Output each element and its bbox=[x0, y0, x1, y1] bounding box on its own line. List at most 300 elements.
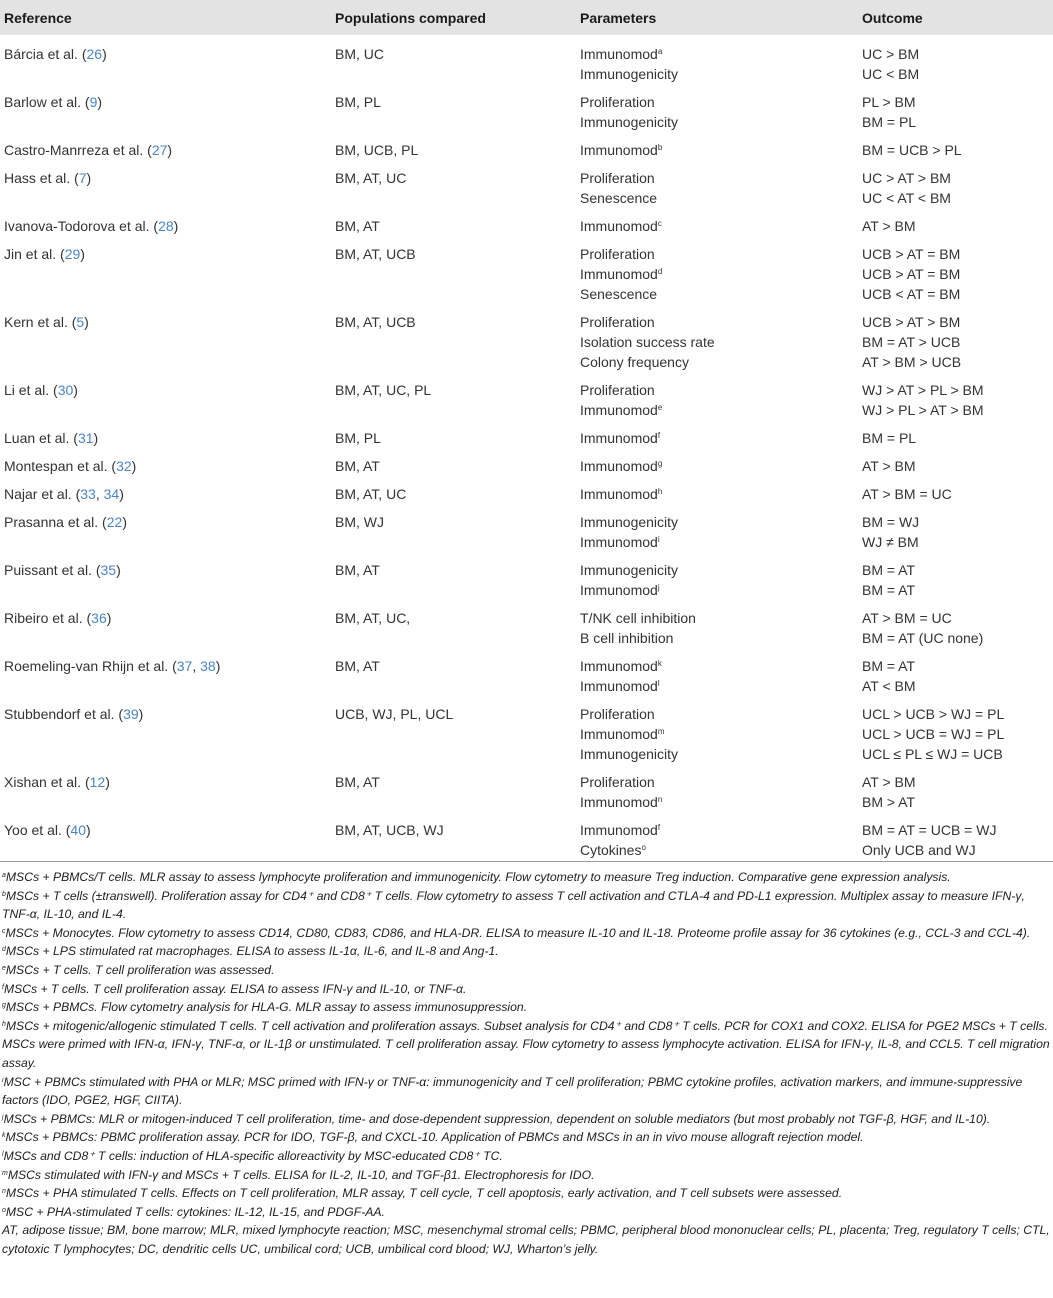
parameter-line bbox=[580, 64, 678, 84]
parameters-cell bbox=[580, 704, 678, 764]
footnote-text: MSCs + mitogenic/allogenic stimulated T cells. T cell activation and proliferation assays. Subset analysis for CD4⁺ and CD8⁺ T cells. PCR for COX1 and COX2. ELISA for PGE2 MSCs + T cells. MSCs were primed with IFN-α, IFN-γ, TNF-α, or IL-1β or unstimulated. T cell proliferation assay. Flow cytometry to assess lymphocyte activation. ELISA for IFN-γ, IL-8, and CCL5. T cell migration assay. bbox=[2, 1018, 1050, 1070]
outcome-line: AT > BM bbox=[862, 218, 916, 234]
parameter-line bbox=[580, 656, 662, 676]
reference-name: Puissant et al. ( bbox=[4, 562, 101, 578]
footnote bbox=[2, 1147, 1050, 1166]
parameter-line bbox=[580, 772, 662, 792]
populations-cell: BM, PL bbox=[335, 430, 381, 446]
outcome-line: UC < AT < BM bbox=[862, 190, 951, 206]
footnote-text: MSCs + T cells (±transwell). Proliferation assay for CD4⁺ and CD8⁺ T cells. Flow cytometry to assess T cell activation and CTLA-4 and PD-L1 expression. Multiplex assay to measure IFN-γ, TNF-α, IL-10, and IL-4. bbox=[2, 888, 1025, 922]
header-parameters: Parameters bbox=[580, 10, 657, 26]
reference-cell: Najar et al. (33, 34) bbox=[4, 486, 124, 502]
reference-close: ) bbox=[86, 170, 92, 186]
reference-close: ) bbox=[167, 142, 173, 158]
reference-cell bbox=[4, 216, 178, 236]
parameter-label: Immunomod bbox=[580, 46, 658, 62]
reference-cell bbox=[4, 428, 98, 448]
parameter-line bbox=[580, 792, 662, 812]
footnote-text: MSC + PBMCs stimulated with PHA or MLR; MSC primed with IFN-γ or TNF-α: immunogenicity and T cell proliferation; PBMC cytokine profiles, activation markers, and immune-suppressive factors (IDO, PGE2, HGF, CIITA). bbox=[2, 1074, 1023, 1108]
outcome-line: UCL > UCB = WJ = PL bbox=[862, 726, 1005, 742]
citation-link[interactable]: 36 bbox=[91, 610, 107, 626]
footnote-marker: l bbox=[2, 1150, 4, 1158]
footnote bbox=[2, 1073, 1050, 1110]
parameter-label: Immunogenicity bbox=[580, 746, 679, 762]
footnote-text: MSCs + LPS stimulated rat macrophages. ELISA to assess IL-1α, IL-6, and IL-8 and Ang-1. bbox=[5, 944, 499, 959]
parameter-line bbox=[580, 112, 678, 132]
reference-name: Najar et al. ( bbox=[4, 486, 81, 502]
parameter-label: B cell inhibition bbox=[580, 630, 674, 646]
outcome-line: UC > BM bbox=[862, 46, 920, 62]
parameter-line bbox=[580, 744, 678, 764]
outcome-line: BM = UCB > PL bbox=[862, 142, 962, 158]
footnote-marker: c bbox=[657, 219, 662, 228]
parameter-label: Immunomod bbox=[580, 266, 658, 282]
parameter-label: Proliferation bbox=[580, 314, 655, 330]
populations-cell: BM, AT, UC, bbox=[335, 610, 411, 626]
reference-close: ) bbox=[215, 658, 221, 674]
populations-cell: BM, AT, UCB bbox=[335, 246, 416, 262]
parameter-label: Immunogenicity bbox=[580, 514, 679, 530]
footnote bbox=[2, 1184, 1050, 1203]
reference-cell bbox=[4, 140, 172, 160]
parameter-line bbox=[580, 628, 696, 648]
outcome-cell bbox=[862, 704, 1004, 764]
citation-link[interactable]: 26 bbox=[86, 46, 103, 62]
outcome-line: UC < BM bbox=[862, 66, 920, 82]
reference-cell bbox=[4, 380, 78, 400]
citation-link[interactable]: 7 bbox=[78, 170, 87, 186]
reference-cell bbox=[4, 512, 127, 532]
populations-cell: BM, WJ bbox=[335, 514, 384, 530]
parameter-line bbox=[580, 608, 696, 628]
footnote-marker: a bbox=[2, 872, 6, 879]
outcome-line: BM = AT bbox=[862, 582, 916, 598]
footnote-marker: m bbox=[2, 1169, 8, 1177]
parameter-label: Immunogenicity bbox=[580, 114, 679, 130]
parameter-label: T/NK cell inhibition bbox=[580, 610, 696, 626]
parameter-label: Immunogenicity bbox=[580, 562, 679, 578]
parameter-line bbox=[580, 44, 678, 64]
table-bottom-rule bbox=[0, 861, 1053, 862]
reference-close: ) bbox=[116, 562, 121, 578]
footnote-marker: i bbox=[2, 1076, 4, 1084]
outcome-cell bbox=[862, 380, 984, 420]
reference-name: Hass et al. ( bbox=[4, 170, 79, 186]
parameter-line bbox=[580, 216, 662, 236]
outcome-line: AT > BM bbox=[862, 774, 916, 790]
reference-cell bbox=[4, 772, 110, 792]
footnote-marker: o bbox=[2, 1206, 6, 1214]
parameter-line bbox=[580, 704, 678, 724]
parameter-line bbox=[580, 580, 678, 600]
footnotes bbox=[2, 868, 1050, 1258]
reference-name: Luan et al. ( bbox=[4, 430, 78, 446]
populations-cell: BM, AT bbox=[335, 658, 380, 674]
parameter-line bbox=[580, 560, 678, 580]
footnote-marker: n bbox=[657, 795, 663, 804]
footnote-marker: h bbox=[2, 1020, 6, 1028]
outcome-line: UC > AT > BM bbox=[862, 170, 951, 186]
outcome-line: AT > BM = UC bbox=[862, 486, 952, 502]
parameter-line bbox=[580, 428, 660, 448]
reference-name: Ivanova-Todorova et al. ( bbox=[4, 218, 159, 234]
parameter-line bbox=[580, 352, 715, 372]
reference-name: Roemeling-van Rhijn et al. ( bbox=[4, 658, 177, 674]
outcome-cell bbox=[862, 820, 996, 860]
footnote bbox=[2, 961, 1050, 980]
citation-link[interactable]: 22 bbox=[106, 514, 123, 530]
reference-close: ) bbox=[119, 486, 124, 502]
parameter-line bbox=[580, 188, 657, 208]
footnote-text: MSCs + T cells. T cell proliferation assay. ELISA to assess IFN-γ and IL-10, or TNF-α. bbox=[3, 981, 467, 996]
footnote bbox=[2, 924, 1050, 943]
parameter-label: Immunomod bbox=[580, 678, 658, 694]
populations-cell: BM, AT, UC bbox=[335, 170, 407, 186]
reference-close: ) bbox=[131, 458, 137, 474]
parameters-cell bbox=[580, 456, 662, 476]
populations-cell: BM, UC bbox=[335, 46, 384, 62]
parameter-line bbox=[580, 512, 678, 532]
outcome-line: UCL ≤ PL ≤ WJ = UCB bbox=[862, 746, 1003, 762]
citation-link[interactable]: 37 bbox=[176, 658, 193, 674]
header-populations: Populations compared bbox=[335, 10, 486, 26]
footnote bbox=[2, 1110, 1050, 1129]
parameter-line bbox=[580, 380, 662, 400]
outcome-line: BM = WJ bbox=[862, 514, 920, 530]
reference-name: Jin et al. ( bbox=[4, 246, 65, 262]
citation-link[interactable]: 40 bbox=[70, 822, 86, 838]
reference-name: Castro-Manrreza et al. ( bbox=[4, 142, 152, 158]
populations-cell: BM, AT bbox=[335, 774, 380, 790]
outcome-line: AT < BM bbox=[862, 678, 916, 694]
reference-close: ) bbox=[138, 706, 144, 722]
outcome-line: UCB > AT = BM bbox=[862, 266, 961, 282]
parameter-label: Immunomod bbox=[580, 534, 658, 550]
citation-link[interactable]: 39 bbox=[123, 706, 139, 722]
reference-name: Barlow et al. ( bbox=[4, 94, 90, 110]
footnote-text: MSCs + PBMCs: MLR or mitogen-induced T cell proliferation, time- and dose-dependent suppression, dependent on soluble mediators (but most probably not TGF-β, HGF, and IL-10). bbox=[3, 1111, 991, 1126]
parameter-label: Proliferation bbox=[580, 246, 655, 262]
parameters-cell bbox=[580, 608, 696, 648]
reference-close: ) bbox=[93, 430, 99, 446]
parameters-cell bbox=[580, 428, 660, 448]
outcome-cell bbox=[862, 216, 916, 236]
reference-close: ) bbox=[105, 774, 110, 790]
parameter-line bbox=[580, 264, 662, 284]
parameter-line bbox=[580, 244, 662, 264]
parameters-cell bbox=[580, 312, 715, 372]
parameter-label: Immunogenicity bbox=[580, 66, 679, 82]
footnote-marker: g bbox=[2, 1002, 6, 1010]
parameter-line bbox=[580, 724, 678, 744]
parameters-cell bbox=[580, 656, 662, 696]
citation-link[interactable]: 29 bbox=[64, 246, 81, 262]
reference-cell bbox=[4, 456, 136, 476]
populations-cell: BM, AT, UC bbox=[335, 486, 407, 502]
reference-name: Kern et al. ( bbox=[4, 314, 77, 330]
parameter-label: Senescence bbox=[580, 190, 658, 206]
footnote-text: MSCs + PHA stimulated T cells. Effects on T cell proliferation, MLR assay, T cell cycle, T cell apoptosis, early activation, and T cell subsets were assessed. bbox=[5, 1186, 843, 1201]
outcome-cell bbox=[862, 772, 916, 812]
reference-cell bbox=[4, 44, 107, 64]
reference-close: ) bbox=[73, 382, 78, 398]
outcome-cell bbox=[862, 244, 960, 304]
parameter-line bbox=[580, 532, 678, 552]
footnote-marker: o bbox=[641, 843, 646, 852]
outcome-line: Only UCB and WJ bbox=[862, 842, 976, 858]
outcome-cell bbox=[862, 44, 919, 84]
outcome-line: AT > BM > UCB bbox=[862, 354, 962, 370]
outcome-line: UCB > AT = BM bbox=[862, 246, 961, 262]
footnote bbox=[2, 887, 1050, 924]
parameter-label: Proliferation bbox=[580, 774, 655, 790]
reference-cell: Roemeling-van Rhijn et al. (37, 38) bbox=[4, 658, 221, 674]
reference-name: Li et al. ( bbox=[4, 382, 58, 398]
footnote bbox=[2, 998, 1050, 1017]
reference-cell bbox=[4, 244, 85, 264]
parameter-line bbox=[580, 676, 662, 696]
outcome-line: AT > BM = UC bbox=[862, 610, 952, 626]
outcome-cell bbox=[862, 512, 919, 552]
footnote bbox=[2, 942, 1050, 961]
header-outcome: Outcome bbox=[862, 10, 923, 26]
populations-cell: BM, AT bbox=[335, 562, 380, 578]
outcome-line: BM = AT (UC none) bbox=[862, 630, 984, 646]
outcome-line: UCB < AT = BM bbox=[862, 286, 961, 302]
footnote-marker: g bbox=[657, 459, 663, 468]
footnote-marker: d bbox=[657, 267, 663, 276]
footnote-marker: l bbox=[657, 679, 660, 688]
footnote bbox=[2, 1221, 1050, 1258]
header-reference: Reference bbox=[4, 10, 72, 26]
reference-name: Ribeiro et al. ( bbox=[4, 610, 92, 626]
parameter-line bbox=[580, 168, 657, 188]
footnote bbox=[2, 1203, 1050, 1222]
parameters-cell bbox=[580, 140, 662, 160]
reference-close: ) bbox=[122, 514, 127, 530]
parameter-label: Senescence bbox=[580, 286, 658, 302]
outcome-line: WJ ≠ BM bbox=[862, 534, 919, 550]
reference-cell bbox=[4, 168, 91, 188]
outcome-line: UCL > UCB > WJ = PL bbox=[862, 706, 1005, 722]
footnote-marker: k bbox=[2, 1132, 6, 1140]
footnote-text: MSC + PHA-stimulated T cells: cytokines: IL-12, IL-15, and PDGF-AA. bbox=[5, 1204, 385, 1219]
citation-link[interactable]: 30 bbox=[57, 382, 74, 398]
parameters-cell bbox=[580, 512, 678, 552]
citation-link[interactable]: 5 bbox=[76, 314, 85, 330]
outcome-cell bbox=[862, 92, 916, 132]
footnote-text: AT, adipose tissue; BM, bone marrow; MLR, mixed lymphocyte reaction; MSC, mesenchymal stromal cells; PBMC, peripheral blood mononuclear cells; PL, placenta; Treg, regulatory T cells; CTL, cytotoxic T lymphocytes; DC, dendritic cells UC, umbilical cord; UCB, umbilical cord blood; WJ, Wharton’s jelly. bbox=[2, 1223, 1050, 1256]
parameter-label: Colony frequency bbox=[580, 354, 689, 370]
footnote bbox=[2, 980, 1050, 999]
parameters-cell bbox=[580, 772, 662, 812]
footnote bbox=[2, 1017, 1050, 1073]
parameter-label: Immunomod bbox=[580, 458, 658, 474]
populations-cell: BM, AT, UCB bbox=[335, 314, 416, 330]
outcome-line: PL > BM bbox=[862, 94, 916, 110]
footnote-marker: f bbox=[657, 823, 661, 832]
parameter-label: Immunomod bbox=[580, 142, 658, 158]
parameter-label: Cytokines bbox=[580, 842, 642, 858]
footnote-text: MSCs + PBMCs/T cells. MLR assay to assess lymphocyte proliferation and immunogenicity. Flow cytometry to measure Treg induction. Comparative gene expression analysis. bbox=[5, 870, 951, 884]
outcome-line: BM = AT bbox=[862, 658, 916, 674]
populations-cell: BM, AT bbox=[335, 458, 380, 474]
parameters-cell bbox=[580, 484, 662, 504]
parameter-label: Immunomod bbox=[580, 582, 658, 598]
parameter-label: Proliferation bbox=[580, 382, 655, 398]
outcome-cell bbox=[862, 560, 915, 600]
footnote-marker: h bbox=[657, 487, 663, 496]
parameter-line bbox=[580, 840, 660, 860]
footnote-marker: b bbox=[657, 143, 663, 152]
populations-cell: BM, UCB, PL bbox=[335, 142, 419, 158]
reference-name: Xishan et al. ( bbox=[4, 774, 90, 790]
reference-cell bbox=[4, 820, 91, 840]
outcome-cell bbox=[862, 484, 952, 504]
parameter-line bbox=[580, 456, 662, 476]
footnote-marker: c bbox=[2, 927, 6, 935]
parameter-label: Proliferation bbox=[580, 94, 655, 110]
populations-cell: BM, PL bbox=[335, 94, 381, 110]
populations-cell: BM, AT, UCB, WJ bbox=[335, 822, 444, 838]
footnote-marker: m bbox=[657, 727, 665, 736]
reference-close: ) bbox=[106, 610, 112, 626]
footnote bbox=[2, 1166, 1050, 1185]
outcome-line: BM = PL bbox=[862, 114, 917, 130]
footnote bbox=[2, 1128, 1050, 1147]
outcome-cell bbox=[862, 312, 961, 372]
citation-link[interactable]: 32 bbox=[116, 458, 132, 474]
outcome-cell bbox=[862, 608, 983, 648]
reference-cell bbox=[4, 560, 121, 580]
citation-link[interactable]: 33 bbox=[80, 486, 96, 502]
parameters-cell bbox=[580, 44, 678, 84]
citation-link[interactable]: 31 bbox=[77, 430, 94, 446]
parameters-cell bbox=[580, 820, 660, 860]
parameter-label: Immunomod bbox=[580, 794, 658, 810]
citation-link[interactable]: 27 bbox=[151, 142, 168, 158]
footnote-marker: i bbox=[657, 535, 660, 544]
footnote-marker: j bbox=[2, 1113, 4, 1121]
outcome-cell bbox=[862, 656, 916, 696]
citation-link[interactable]: 38 bbox=[200, 658, 216, 674]
footnote-marker: f bbox=[657, 431, 661, 440]
parameter-label: Proliferation bbox=[580, 706, 655, 722]
footnote-text: MSCs and CD8⁺ T cells: induction of HLA-specific alloreactivity by MSC-educated CD8⁺ TC. bbox=[3, 1148, 503, 1163]
parameter-label: Proliferation bbox=[580, 170, 655, 186]
reference-name: Yoo et al. ( bbox=[4, 822, 71, 838]
parameter-line bbox=[580, 284, 662, 304]
parameters-cell bbox=[580, 216, 662, 236]
outcome-line: UCB > AT > BM bbox=[862, 314, 961, 330]
parameter-label: Immunomod bbox=[580, 402, 658, 418]
citation-link[interactable]: 12 bbox=[89, 774, 106, 790]
citation-link[interactable]: 9 bbox=[89, 94, 98, 110]
reference-close: ) bbox=[173, 218, 179, 234]
footnote-text: MSCs + PBMCs. Flow cytometry analysis for HLA-G. MLR assay to assess immunosuppression. bbox=[5, 1000, 528, 1015]
reference-name: Bárcia et al. ( bbox=[4, 46, 87, 62]
outcome-cell bbox=[862, 168, 951, 208]
parameters-cell bbox=[580, 244, 662, 304]
footnote bbox=[2, 868, 1050, 887]
footnote-text: MSCs + T cells. T cell proliferation was assessed. bbox=[5, 962, 275, 977]
footnote-marker: e bbox=[2, 964, 6, 972]
parameter-label: Immunomod bbox=[580, 726, 658, 742]
reference-close: ) bbox=[84, 314, 89, 330]
reference-cell bbox=[4, 608, 111, 628]
parameters-cell bbox=[580, 92, 678, 132]
parameter-line bbox=[580, 400, 662, 420]
parameter-label: Immunomod bbox=[580, 822, 658, 838]
parameter-line bbox=[580, 140, 662, 160]
parameter-label: Immunomod bbox=[580, 486, 658, 502]
reference-close: ) bbox=[80, 246, 85, 262]
outcome-line: BM = AT = UCB = WJ bbox=[862, 822, 997, 838]
populations-cell: UCB, WJ, PL, UCL bbox=[335, 706, 454, 722]
footnote-marker: n bbox=[2, 1188, 6, 1196]
parameter-label: Isolation success rate bbox=[580, 334, 715, 350]
reference-close: ) bbox=[86, 822, 91, 838]
footnote-text: MSCs + Monocytes. Flow cytometry to assess CD14, CD80, CD83, CD86, and HLA-DR. ELISA to measure IL-10 and IL-18. Proteome profile assay for 36 cytokines (e.g., CCL-3 and CCL-4). bbox=[5, 925, 1031, 940]
outcome-cell bbox=[862, 456, 916, 476]
outcome-line: BM = AT > UCB bbox=[862, 334, 961, 350]
outcome-line: WJ > AT > PL > BM bbox=[862, 382, 984, 398]
populations-cell: BM, AT, UC, PL bbox=[335, 382, 432, 398]
parameter-label: Immunomod bbox=[580, 218, 658, 234]
parameter-line bbox=[580, 484, 662, 504]
reference-close: ) bbox=[102, 46, 107, 62]
outcome-line: BM = PL bbox=[862, 430, 917, 446]
outcome-line: BM > AT bbox=[862, 794, 916, 810]
reference-close: ) bbox=[97, 94, 103, 110]
parameter-label: Immunomod bbox=[580, 430, 658, 446]
parameters-cell bbox=[580, 560, 678, 600]
footnote-marker: d bbox=[2, 946, 6, 954]
footnote-marker: j bbox=[657, 583, 660, 592]
reference-name: Prasanna et al. ( bbox=[4, 514, 107, 530]
parameter-line bbox=[580, 820, 660, 840]
footnote-marker: b bbox=[2, 890, 6, 898]
parameter-line bbox=[580, 312, 715, 332]
outcome-line: AT > BM bbox=[862, 458, 916, 474]
citation-link[interactable]: 35 bbox=[100, 562, 117, 578]
outcome-cell bbox=[862, 428, 916, 448]
reference-cell bbox=[4, 704, 143, 724]
citation-link[interactable]: 28 bbox=[158, 218, 174, 234]
footnote-marker: e bbox=[657, 403, 663, 412]
outcome-line: BM = AT bbox=[862, 562, 916, 578]
reference-cell bbox=[4, 312, 89, 332]
footnote-text: MSCs + PBMCs: PBMC proliferation assay. PCR for IDO, TGF-β, and CXCL-10. Application of PBMCs and MSCs in an in vivo mouse allograft rejection model. bbox=[5, 1130, 864, 1145]
citation-link[interactable]: 34 bbox=[103, 486, 120, 502]
reference-name: Montespan et al. ( bbox=[4, 458, 117, 474]
parameters-cell bbox=[580, 168, 657, 208]
populations-cell: BM, AT bbox=[335, 218, 380, 234]
outcome-line: WJ > PL > AT > BM bbox=[862, 402, 984, 418]
footnote-text: MSCs stimulated with IFN-γ and MSCs + T cells. ELISA for IL-2, IL-10, and TGF-β1. Electrophoresis for IDO. bbox=[7, 1167, 595, 1182]
outcome-cell bbox=[862, 140, 962, 160]
reference-cell bbox=[4, 92, 102, 112]
parameter-label: Immunomod bbox=[580, 658, 658, 674]
reference-name: Stubbendorf et al. ( bbox=[4, 706, 124, 722]
footnote-marker: f bbox=[2, 983, 4, 991]
parameter-line bbox=[580, 332, 715, 352]
table-header bbox=[0, 0, 1053, 35]
parameter-line bbox=[580, 92, 678, 112]
footnote-marker: a bbox=[657, 47, 663, 56]
parameters-cell bbox=[580, 380, 662, 420]
footnote-marker: k bbox=[657, 659, 662, 668]
